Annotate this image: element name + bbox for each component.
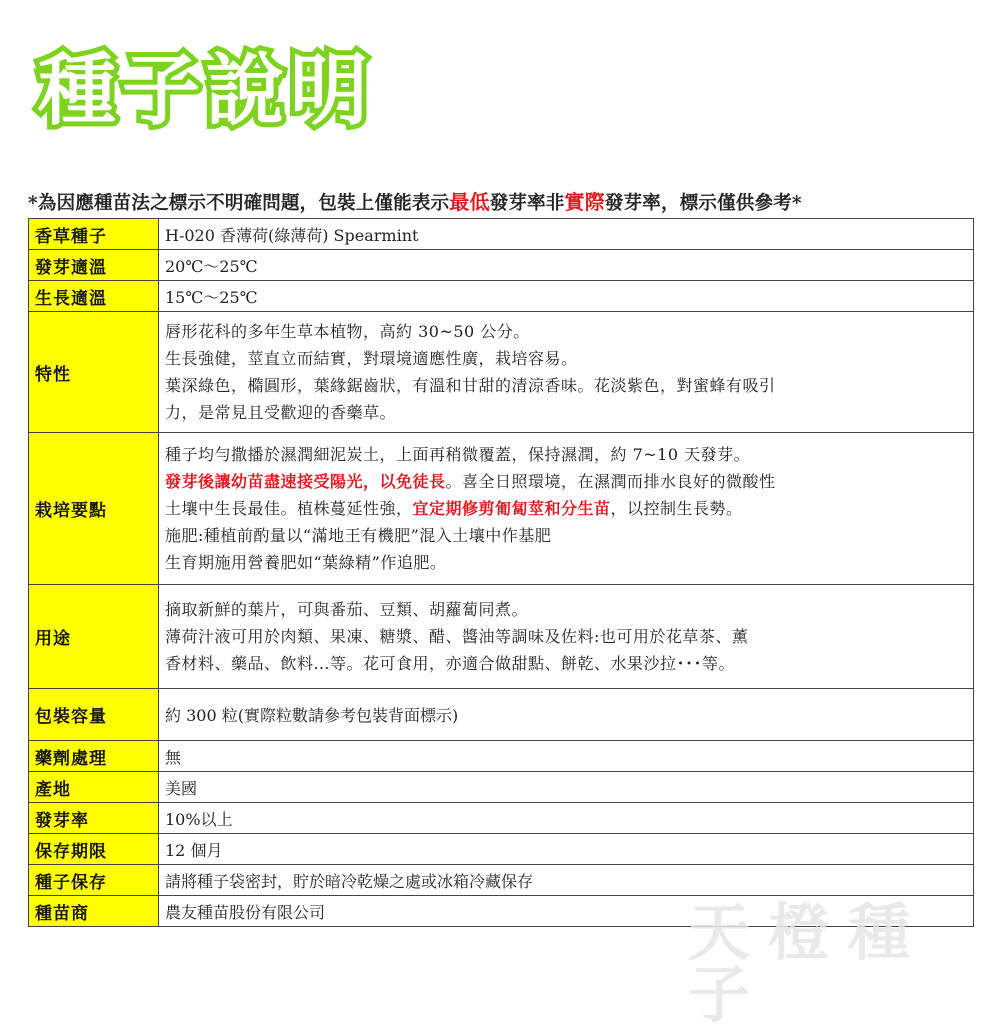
- cultivation-warning-sunlight: 發芽後讓幼苗盡速接受陽光，以免徒長: [165, 472, 446, 491]
- label-germination-temp: 發芽適溫: [29, 250, 159, 281]
- label-shelf-life: 保存期限: [29, 834, 159, 865]
- value-treatment: 無: [159, 741, 974, 772]
- notice-text: 發芽率，標示僅供參考*: [604, 193, 802, 214]
- cultivation-text: ，以控制生長勢。: [610, 499, 743, 518]
- traits-line: 力，是常見且受歡迎的香藥草。: [165, 403, 397, 422]
- row-shelf-life: [29, 834, 974, 865]
- cultivation-line: 生育期施用營養肥如“葉綠精”作追肥。: [165, 553, 447, 572]
- value-shelf-life: 12 個月: [159, 834, 974, 865]
- label-germination-rate: 發芽率: [29, 803, 159, 834]
- label-treatment: 藥劑處理: [29, 741, 159, 772]
- row-treatment: [29, 741, 974, 772]
- value-storage: 請將種子袋密封，貯於暗冷乾燥之處或冰箱冷藏保存: [159, 865, 974, 896]
- row-package: [29, 689, 974, 741]
- row-growth-temp: [29, 281, 974, 312]
- row-uses: [29, 585, 974, 689]
- notice-highlight-lowest: 最低: [449, 190, 490, 214]
- row-traits: [29, 312, 974, 433]
- seed-spec-table: [28, 218, 974, 927]
- value-germination-temp: 20℃～25℃: [159, 250, 974, 281]
- label-origin: 產地: [29, 772, 159, 803]
- row-cultivation: [29, 433, 974, 585]
- cultivation-line: 施肥:種植前酌量以“滿地王有機肥”混入土壤中作基肥: [165, 526, 552, 545]
- value-germination-rate: 10%以上: [159, 803, 974, 834]
- label-cultivation: 栽培要點: [29, 433, 159, 585]
- row-germination-rate: [29, 803, 974, 834]
- notice-text: *為因應種苗法之標示不明確問題，包裝上僅能表示: [28, 193, 450, 214]
- disclaimer-notice: [28, 186, 978, 215]
- brand-watermark: 天橙種子: [688, 896, 929, 1031]
- notice-highlight-actual: 實際: [564, 190, 605, 214]
- cultivation-warning-prune: 宜定期修剪匍匐莖和分生苗: [412, 499, 611, 518]
- value-supplier: 農友種苗股份有限公司: [159, 896, 974, 927]
- label-herb-seed: 香草種子: [29, 219, 159, 250]
- value-uses: [159, 585, 974, 689]
- traits-line: 葉深綠色，橢圓形，葉緣鋸齒狀，有溫和甘甜的清涼香味。花淡紫色，對蜜蜂有吸引: [165, 376, 776, 395]
- label-uses: 用途: [29, 585, 159, 689]
- value-growth-temp: 15℃～25℃: [159, 281, 974, 312]
- row-origin: [29, 772, 974, 803]
- row-storage: [29, 865, 974, 896]
- uses-line: 薄荷汁液可用於肉類、果凍、糖漿、醋、醬油等調味及佐料:也可用於花草茶、薰: [165, 627, 749, 646]
- value-herb-seed: H-020 香薄荷(綠薄荷) Spearmint: [159, 219, 974, 250]
- value-cultivation: [159, 433, 974, 585]
- value-package: 約 300 粒(實際粒數請參考包裝背面標示): [159, 689, 974, 741]
- row-herb-seed: [29, 219, 974, 250]
- label-storage: 種子保存: [29, 865, 159, 896]
- cultivation-text: 。喜全日照環境，在濕潤而排水良好的微酸性: [445, 472, 776, 491]
- label-supplier: 種苗商: [29, 896, 159, 927]
- traits-line: 唇形花科的多年生草本植物，高約 30~50 公分。: [165, 322, 530, 341]
- page-title: 種子說明: [38, 46, 375, 136]
- label-package: 包裝容量: [29, 689, 159, 741]
- label-traits: 特性: [29, 312, 159, 433]
- cultivation-text: 土壤中生長最佳。植株蔓延性強，: [165, 499, 413, 518]
- row-germination-temp: [29, 250, 974, 281]
- value-origin: 美國: [159, 772, 974, 803]
- uses-line: 摘取新鮮的葉片，可與番茄、豆類、胡蘿蔔同煮。: [165, 600, 529, 619]
- cultivation-line: 種子均勻撒播於濕潤細泥炭土，上面再稍微覆蓋，保持濕潤，約 7~10 天發芽。: [165, 445, 751, 464]
- traits-line: 生長強健，莖直立而結實，對環境適應性廣，栽培容易。: [165, 349, 578, 368]
- label-growth-temp: 生長適溫: [29, 281, 159, 312]
- cultivation-line: [165, 495, 967, 522]
- uses-line: 香材料、藥品、飲料…等。花可食用，亦適合做甜點、餅乾、水果沙拉･･･等。: [165, 654, 736, 673]
- value-traits: [159, 312, 974, 433]
- cultivation-line: [165, 468, 967, 495]
- notice-text: 發芽率非: [489, 193, 565, 214]
